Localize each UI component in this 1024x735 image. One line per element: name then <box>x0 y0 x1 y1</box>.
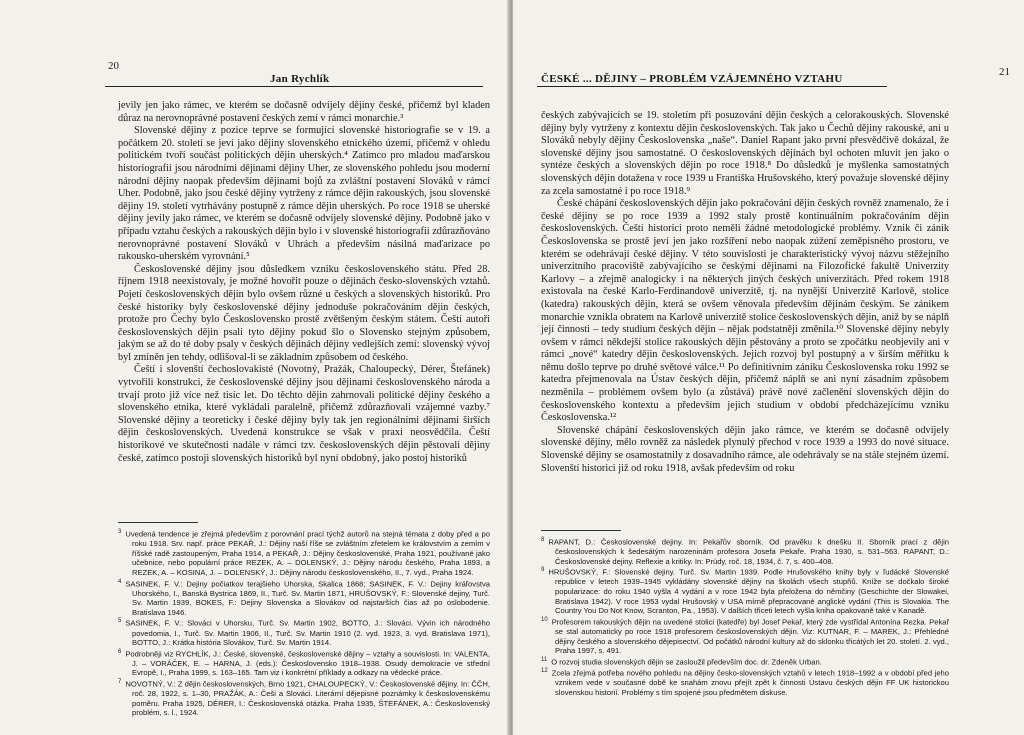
footnote: $^4$ SASINEK, F. V.: Dejiny počiatkov terajšieho Uhorska, Skalica 1868; SASINEK, F. V.: Dejiny kráľovstva Uhorského, I., Banská Bystrica 1869, II., Turč. Sv. Martin 1871, HRUŠOVSKÝ, F.: Slovenské dejiny, Turč. Sv. Martin 1939, BOKES, F.: Dejiny Slovenska a Slovákov od najstarších čias až po oslobodenie. Bratislava 1946. <box>118 578 490 617</box>
right-page <box>513 0 1024 735</box>
header-rule <box>537 86 887 87</box>
paragraph: Čeští i slovenští čechoslovakisté (Novotný, Pražák, Chaloupecký, Dérer, Štefánek) vytvořili konstrukci, že československé dějiny jsou dějinami československého národa a trvají proto již více než tisíc let. Do těchto dějin zahrnovali politické dějiny českého a slovenského etnika, které vykládali paralelně, přičemž zdůrazňovali vzájemné vazby.⁷ Slovenské dějiny a teoreticky i české dějiny byly tak jen regionálními dějinami širších dějin československých. Uvedená konstrukce se však v praxi neosvědčila. Čeští historikové ve skutečnosti nadále v rámci tzv. československých dějin pěstovali dějiny české, zatímco postoji slovenských historiků byl nyní obdobný, jako postoj historiků <box>118 364 490 464</box>
footnote: $^9$ HRUŠOVSKÝ, F.: Slovenské dejiny. Turč. Sv. Martin 1939. Podle Hrušovského knihy byly v ľudácké Slovenské republice v letech 1939–1945 vykládány slovenské dějiny na školách všech stupňů. Kníže se dočkalo široké popularizace: do roku 1940 vyšla 4 vydání a v roce 1942 byla přeložena do němčiny (Geschichte der Slowakei, Bratislava 1942). V roce 1953 vydal Hrušovský v USA mírně přepracované anglické vydání (This is Slovakia. The Country You Do Not Know, Scranton, Pa., 1953). V dalších třiceti letech vyšla kniha opakovaně také v Kanadě. <box>541 567 949 616</box>
footnote: $^{11}$ O rozvoj studia slovenských dějin se zasloužil především doc. dr. Zdeněk Urban. <box>541 656 822 667</box>
footnote: $^{12}$ Zcela zřejmá potřeba nového pohledu na dějiny česko-slovenských vztahů v letech 1918–1992 a v období před jeho vznikem vede v současné době ke snahám znovu přejít zpět k činnosti Ústavu českých dějin FF UK historickou slovenskou historií. Problémy s tím spojené jsou předmětem diskuse. <box>541 667 949 697</box>
footnote-rule <box>118 522 198 523</box>
running-header: ČESKÉ ... DĚJINY – PROBLÉM VZÁJEMNÉHO VZTAHU <box>541 73 843 85</box>
page-number: 21 <box>999 66 1010 78</box>
footnote: $^{10}$ Profesorem rakouských dějin na uvedené stolici (katedře) byl Josef Pekař, který zde vystřídal Antonína Rezka. Pekař se stal automaticky po roce 1918 profesorem československých dějin. Viz: KUTNAR, F. – MAREK, J.: Přehledné dějiny českého a slovenského dějepisectví. Od počátků národní kultury až do sklonku třicátých let 20. století. 2. vyd., Praha 1997, s. 491. <box>541 616 949 656</box>
paragraph: jevily jen jako rámec, ve kterém se dočasně odvíjely dějiny české, přičemž byl kladen důraz na nerovnoprávné postavení českých zemí v rámci monarchie.³ <box>118 100 490 124</box>
paragraph: Slovenské chápání československých dějin jako rámce, ve kterém se dočasně odvíjely slovenské dějiny, mělo rovněž za následek plynulý přechod v roce 1939 a 1993 do nové situace. Slovenské dějiny se osamostatnily z dosavadního rámce, ale odehrávaly se na stále stejném území. Slovenští historici již od roku 1918, avšak především od roku <box>541 424 949 474</box>
footnote: $^5$ SASINEK, F. V.: Slováci v Uhorsku, Turč. Sv. Martin 1902, BOTTO, J.: Slováci. Vývin ich národného povedomia, I., Turč. Sv. Martin 1906, II., Turč. Sv. Martin 1910 (2. vyd. 1923, 3. vyd. Bratislava 1971), BOTTO, J.: Krátka história Slovákov, Turč. Sv. Martin 1914. <box>118 618 490 648</box>
footnotes <box>118 528 490 718</box>
running-header: Jan Rychlík <box>270 73 330 85</box>
page-number: 20 <box>108 60 119 72</box>
footnote: $^6$ Podrobněji viz RYCHLÍK, J.: České, slovenské, československé dějiny – vztahy a souvislosti. In: VALENTA, J. – VORÁČEK, E. – HARNA, J. (eds.): Československo 1918–1938. Osudy demokracie ve střední Evropě, I., Praha 1999, s. 163–165. Tam viz i konkrétní příklady a odkazy na vědecké práce. <box>118 648 490 678</box>
paragraph: Slovenské dějiny z pozice teprve se formující slovenské historiografie se v 19. a počátkem 20. století se jeví jako dějiny slovenského etnického území, přičemž v ohledu politickém tvoří součást politických dějin uherských.⁴ Zatímco pro mladou maďarskou historiografii jsou národními dějinami dějiny Uher, ze slovenského pohledu jsou moderní národní dějiny naopak především dějinami bojů za zvláštní postavení Slováků v rámci Uher. Podobně, jako jsou české dějiny vytrženy z rámce dějin rakouských, jsou slovenské dějiny 19. století vytrhávány postupně z rámce dějin uherských. Po roce 1918 se uherské dějiny jevily jako rámec, ve kterém se dočasně odvíjely slovenské dějiny. Podobně jako v případu vztahu českých a rakouských dějin bylo i v slovenské historiografii zdůrazňováno nerovnoprávné postavení Slováků v Uhrách a především násilná maďarizace po rakousko-uherském vyrovnání.⁵ <box>118 125 490 263</box>
left-page <box>0 0 509 735</box>
body-text <box>541 110 949 475</box>
paragraph: českých zabývajících se 19. stoletím při posuzování dějin českých a celorakouských. Slovenské dějiny byly vytrženy z kontextu dějin československých. Tak jako u Čechů dějiny rakouské, ani u Slováků nebyly dějiny Československa „naše“. Daniel Rapant jako první přesvědčivě dokázal, že slovenské dějiny jsou samostatné. O československých dějinách byl ochoten mluvit jen jako o syntéze českých a slovenských dějin po roce 1918.⁸ Do důsledků je myšlenka samostatných slovenských dějin dotažena v roce 1939 u Františka Hrušovského, který považuje slovenské dějiny za zcela samostatné i po roce 1918.⁹ <box>541 110 949 197</box>
footnote: $^7$ NOVOTNÝ, V.: Z dějin československých, Brno 1921, CHALOUPECKÝ, V.: Československé dějiny. In: ČČH, roč. 28, 1922, s. 1–30, PRAŽÁK, A.: Češi a Slováci. Literární dějepisné poznámky k československému poměru. Praha 1925, DÉRER, I.: Československá otázka. Praha 1935, ŠTEFÁNEK, A.: Československý problém, s. l., 1924. <box>118 679 490 718</box>
footnotes <box>541 536 949 697</box>
paragraph: Československé dějiny jsou důsledkem vzniku československého státu. Před 28. říjnem 1918 neexistovaly, je možné hovořit pouze o dějinách česko-slovenských vztahů. Pojetí československých dějin bylo ovšem různé u českých a slovenských historiků. Pro české historiky byly československé dějiny jednoduše pokračováním dějin českých, protože pro Čechy bylo Československo prostě zvětšeným českým státem. Čeští autoři československých dějin psali tyto dějiny pokud šlo o Slovensko stejným způsobem, jakým se až do té doby psaly v českých dějinách dějiny vedlejších zemí: slovenský vývoj byl zmíněn jen tehdy, odlišoval-li se základním způsobem od českého. <box>118 263 490 363</box>
header-rule <box>105 86 483 87</box>
footnote: $^3$ Uvedená tendence je zřejmá především z porovnání prací týchž autorů na stejná témata z doby před a po roku 1918. Srv. např. práce PEKAŘ, J.: Dějiny naší říše se zvláštním zřetelem ke královstvím a zemím v říšské radě zastoupeným, Praha 1914, a PEKAŘ, J.: Dějiny československé, Praha 1921, používané jako učebnice, nebo populární práce REZEK, A. – DOLENSKÝ, J.: Dějiny národu českého, Praha 1893, a REZEK, A. – KOSINA, J. – DOLENSKÝ, J.: Dějiny národu československého, II., 7. vyd., Praha 1924. <box>118 529 490 577</box>
body-text <box>118 100 490 465</box>
footnote-rule <box>541 530 621 531</box>
footnote: $^8$ RAPANT, D.: Československé dejiny. In: Pekařův sborník. Od pravěku k dnešku II. Sborník prací z dějin československých k šedesátým narozeninám profesora Josefa Pekaře. Praha 1930, s. 531–563. RAPANT, D.: Československé dejiny. Reflexie a kritiky. In: Prúdy, roč. 18, 1934, č. 7, s. 400–408. <box>541 537 949 566</box>
paragraph: České chápání československých dějin jako pokračování dějin českých rovněž znamenalo, že i české dějiny se po roce 1939 a 1992 staly prostě kontinuálním pokračováním dějin československých. Čeští historici proto neměli žádné metodologické problémy. Vznik či zánik Československa se prostě jeví jen jako rozšíření nebo naopak zúžení zeměpisného prostoru, ve kterém se odehrávají české dějiny. V této souvislosti je charakteristický vývoj názvu stěžejního univerzitního pracoviště zabývajícího se českými dějinami na Filozofické fakultě Univerzity Karlovy – a zřejmě analogicky i na některých jiných českých univerzitách. Před rokem 1918 existovala na české Karlo-Ferdinandově univerzitě, tj. na nynější Univerzitě Karlově, stolice (katedra) rakouských dějin, která se ovšem věnovala především dějinám českým. Se zánikem monarchie vznikla obratem na Karlově univerzitě stolice československých dějin, aniž by se náplň její činnosti – tedy studium českých dějin – nějak podstatněji změnila.¹⁰ Slovenské dějiny nebyly ovšem v rámci někdejší stolice rakouských dějin pěstovány a proto se zpočátku neobjevily ani v rámci „nové“ katedry dějin československých. Jejich rozvoj byl postupný a v širším měřítku k němu došlo teprve po druhé světové válce.¹¹ Po definitivním zániku Československa roku 1992 se katedra přejmenovala na Ústav českých dějin, přičemž náplň se ani nyní zásadním způsobem nezměnila – problémem ovšem bylo (a zůstává) právě nové začlenění slovenských dějin do československého kontextu a především jejich studium v období předcházejícímu vzniku Československa.¹² <box>541 198 949 424</box>
